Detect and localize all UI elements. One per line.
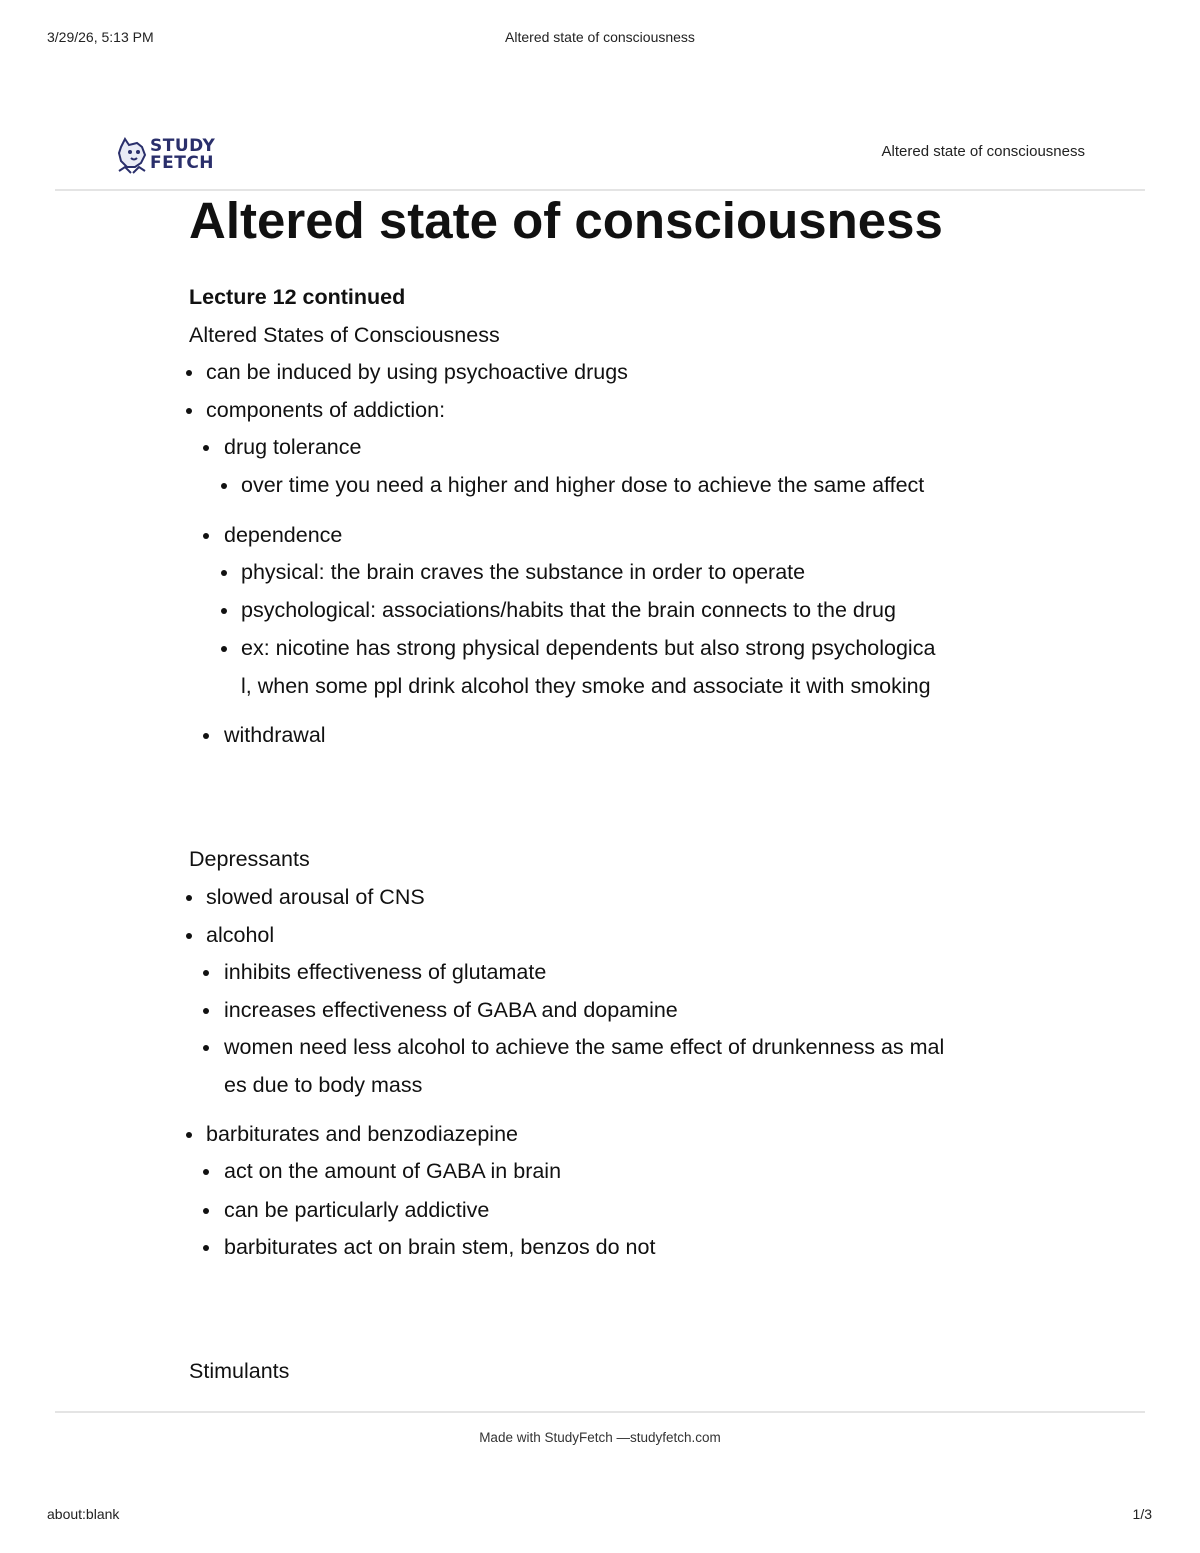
list-item: withdrawal [224,723,326,747]
list-item: ex: nicotine has strong physical dependents but also strong psychologica [241,636,936,660]
bullet-icon [186,933,192,939]
list-item: women need less alcohol to achieve the same effect of drunkenness as mal [224,1035,945,1059]
list-item: dependence [224,523,343,547]
bullet-icon [203,1045,209,1051]
list-item: can be induced by using psychoactive drugs [206,360,628,384]
list-item: increases effectiveness of GABA and dopamine [224,998,678,1022]
list-item: act on the amount of GABA in brain [224,1159,562,1183]
print-page-number: 1/3 [1132,1506,1152,1522]
print-footer [0,1506,1200,1526]
print-title: Altered state of consciousness [505,29,695,45]
logo-line-fetch: FETCH [150,153,215,173]
header-document-title: Altered state of consciousness [881,143,1085,160]
list-item: components of addiction: [206,398,446,422]
footer-divider [55,1411,1145,1413]
list-item: alcohol [206,923,275,947]
bullet-icon [221,570,227,576]
bullet-icon [186,408,192,414]
list-item: psychological: associations/habits that the brain connects to the drug [241,598,896,622]
lecture-subtitle: Lecture 12 continued [189,285,406,309]
print-url: about:blank [47,1506,120,1522]
bullet-icon [186,895,192,901]
list-item-continuation: es due to body mass [224,1073,423,1097]
bullet-icon [203,970,209,976]
bullet-icon [203,733,209,739]
list-item: inhibits effectiveness of glutamate [224,960,547,984]
page-title: Altered state of consciousness [189,192,943,249]
list-item: physical: the brain craves the substance in order to operate [241,560,806,584]
logo-line-study: STUDY [150,136,216,156]
list-item: barbiturates act on brain stem, benzos do not [224,1235,656,1259]
bullet-icon [203,1208,209,1214]
list-item-continuation: l, when some ppl drink alcohol they smoke and associate it with smoking [241,674,931,698]
bullet-icon [221,608,227,614]
list-item: over time you need a higher and higher dose to achieve the same affect [241,473,925,497]
list-item: drug tolerance [224,435,362,459]
bullet-icon [203,1245,209,1251]
bullet-icon [221,646,227,652]
bullet-icon [203,1169,209,1175]
bullet-icon [203,1008,209,1014]
bullet-icon [186,370,192,376]
section-heading-altered-states: Altered States of Consciousness [189,323,500,347]
bullet-icon [186,1132,192,1138]
list-item: slowed arousal of CNS [206,885,425,909]
bullet-icon [203,533,209,539]
section-heading-depressants: Depressants [189,847,310,871]
list-item: can be particularly addictive [224,1198,490,1222]
bullet-icon [203,445,209,451]
made-with-studyfetch-link[interactable]: Made with StudyFetch —studyfetch.com [479,1430,721,1445]
section-heading-stimulants: Stimulants [189,1359,290,1383]
bullet-icon [221,483,227,489]
list-item: barbiturates and benzodiazepine [206,1122,518,1146]
print-datetime: 3/29/26, 5:13 PM [47,29,154,45]
